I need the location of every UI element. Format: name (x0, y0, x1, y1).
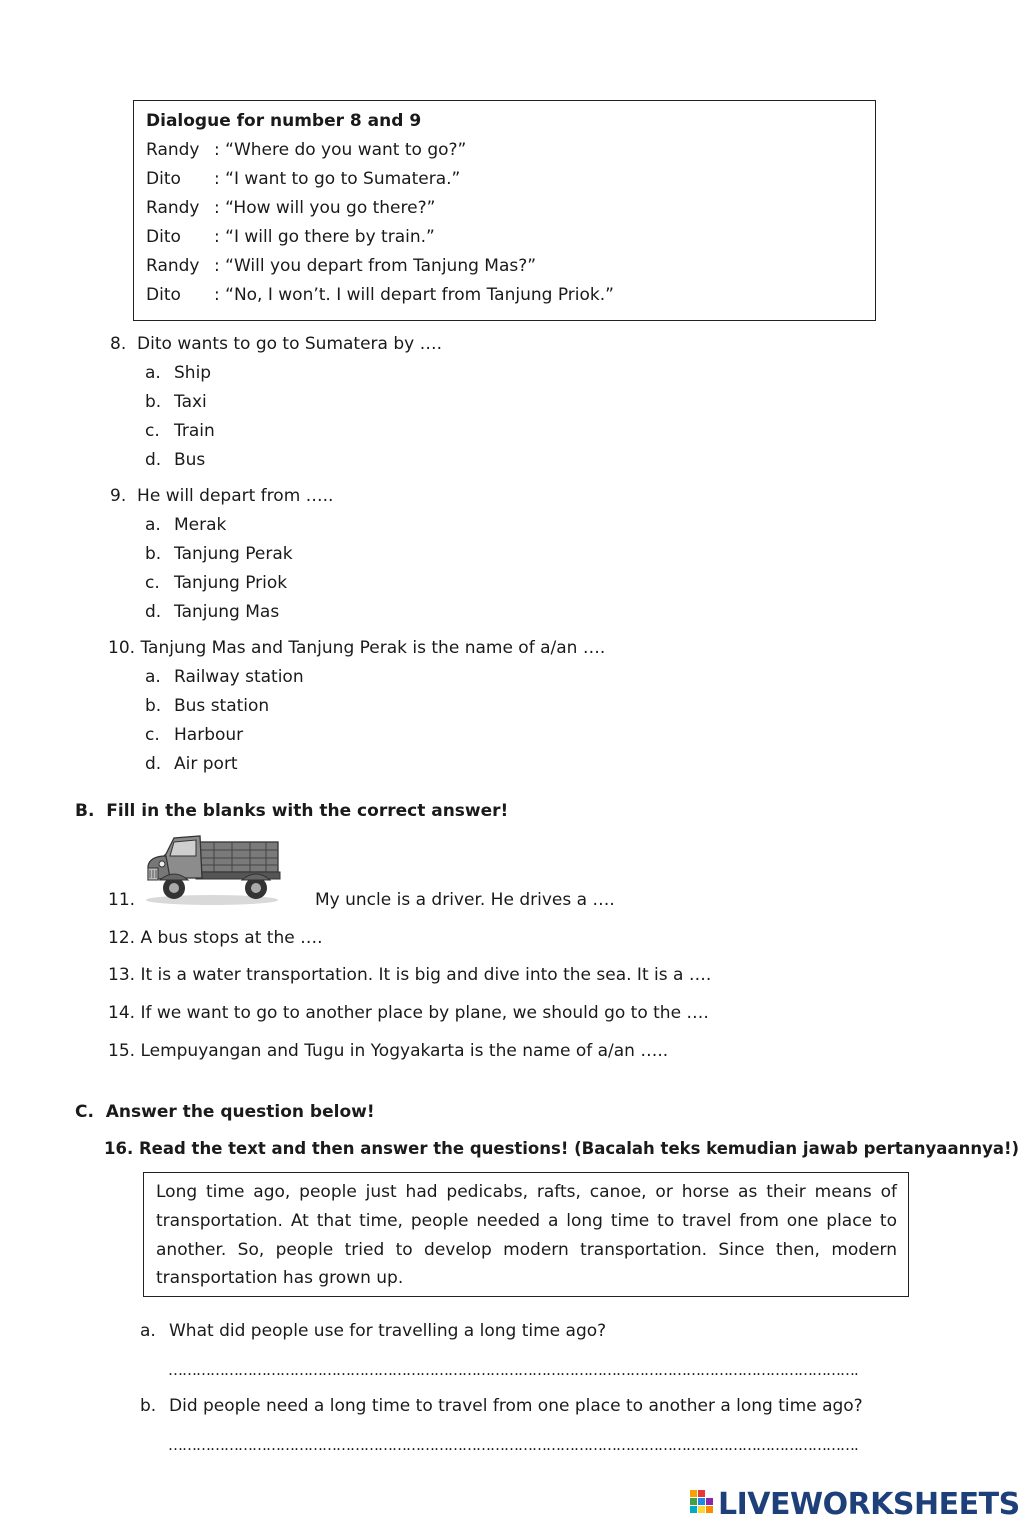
question-8: 8. Dito wants to go to Sumatera by …. (110, 334, 443, 354)
question-9: 9. He will depart from ….. (110, 486, 334, 506)
liveworksheets-logo-icon (690, 1490, 714, 1519)
dialogue-line: Randy : “How will you go there?” (146, 198, 436, 218)
sub-question-b: b. Did people need a long time to travel from one place to another a long time ago? (140, 1396, 863, 1416)
reading-line: transportation has grown up. (156, 1268, 404, 1288)
dialogue-line: Dito : “I want to go to Sumatera.” (146, 169, 461, 189)
reading-line: another. So, people tried to develop modern transportation. Since then, modern (156, 1240, 897, 1260)
dialogue-line: Dito : “No, I won’t. I will depart from Tanjung Priok.” (146, 285, 614, 305)
reading-line: Long time ago, people just had pedicabs, rafts, canoe, or horse as their means of (156, 1182, 897, 1202)
option-10d[interactable]: d. Air port (145, 754, 238, 774)
option-10c[interactable]: c. Harbour (145, 725, 244, 745)
question-10: 10. Tanjung Mas and Tanjung Perak is the name of a/an …. (108, 638, 606, 658)
brand-logo (690, 1484, 1020, 1524)
answer-line-a[interactable]: …………………………………………………………………………………………………………………………………. (168, 1361, 858, 1379)
dialogue-line: Randy : “Where do you want to go?” (146, 140, 467, 160)
brand-name: LIVEWORKSHEETS (718, 1486, 1020, 1522)
question-15: 15. Lempuyangan and Tugu in Yogyakarta is the name of a/an ….. (108, 1041, 669, 1061)
option-10a[interactable]: a. Railway station (145, 667, 304, 687)
option-9d[interactable]: d. Tanjung Mas (145, 602, 280, 622)
dialogue-line: Randy : “Will you depart from Tanjung Mas?” (146, 256, 537, 276)
section-b-heading: B. Fill in the blanks with the correct answer! (75, 801, 509, 821)
reading-line: transportation. At that time, people needed a long time to travel from one place to (156, 1211, 897, 1231)
section-c-heading: C. Answer the question below! (75, 1102, 375, 1122)
option-8c[interactable]: c. Train (145, 421, 215, 441)
option-10b[interactable]: b. Bus station (145, 696, 270, 716)
truck-icon (144, 830, 282, 906)
question-11-number: 11. (108, 890, 136, 910)
dialogue-line: Dito : “I will go there by train.” (146, 227, 435, 247)
option-8b[interactable]: b. Taxi (145, 392, 207, 412)
question-13: 13. It is a water transportation. It is big and dive into the sea. It is a …. (108, 965, 712, 985)
option-8a[interactable]: a. Ship (145, 363, 212, 383)
option-9a[interactable]: a. Merak (145, 515, 227, 535)
option-8d[interactable]: d. Bus (145, 450, 206, 470)
question-11-text: My uncle is a driver. He drives a …. (315, 890, 615, 910)
dialogue-title: Dialogue for number 8 and 9 (146, 111, 422, 131)
option-9b[interactable]: b. Tanjung Perak (145, 544, 293, 564)
sub-question-a: a. What did people use for travelling a long time ago? (140, 1321, 607, 1341)
question-14: 14. If we want to go to another place by plane, we should go to the …. (108, 1003, 709, 1023)
question-12: 12. A bus stops at the …. (108, 928, 323, 948)
question-16: 16. Read the text and then answer the questions! (Bacalah teks kemudian jawab pertanyaannya!) (104, 1139, 1020, 1158)
option-9c[interactable]: c. Tanjung Priok (145, 573, 288, 593)
answer-line-b[interactable]: …………………………………………………………………………………………………………………………………. (168, 1436, 858, 1454)
